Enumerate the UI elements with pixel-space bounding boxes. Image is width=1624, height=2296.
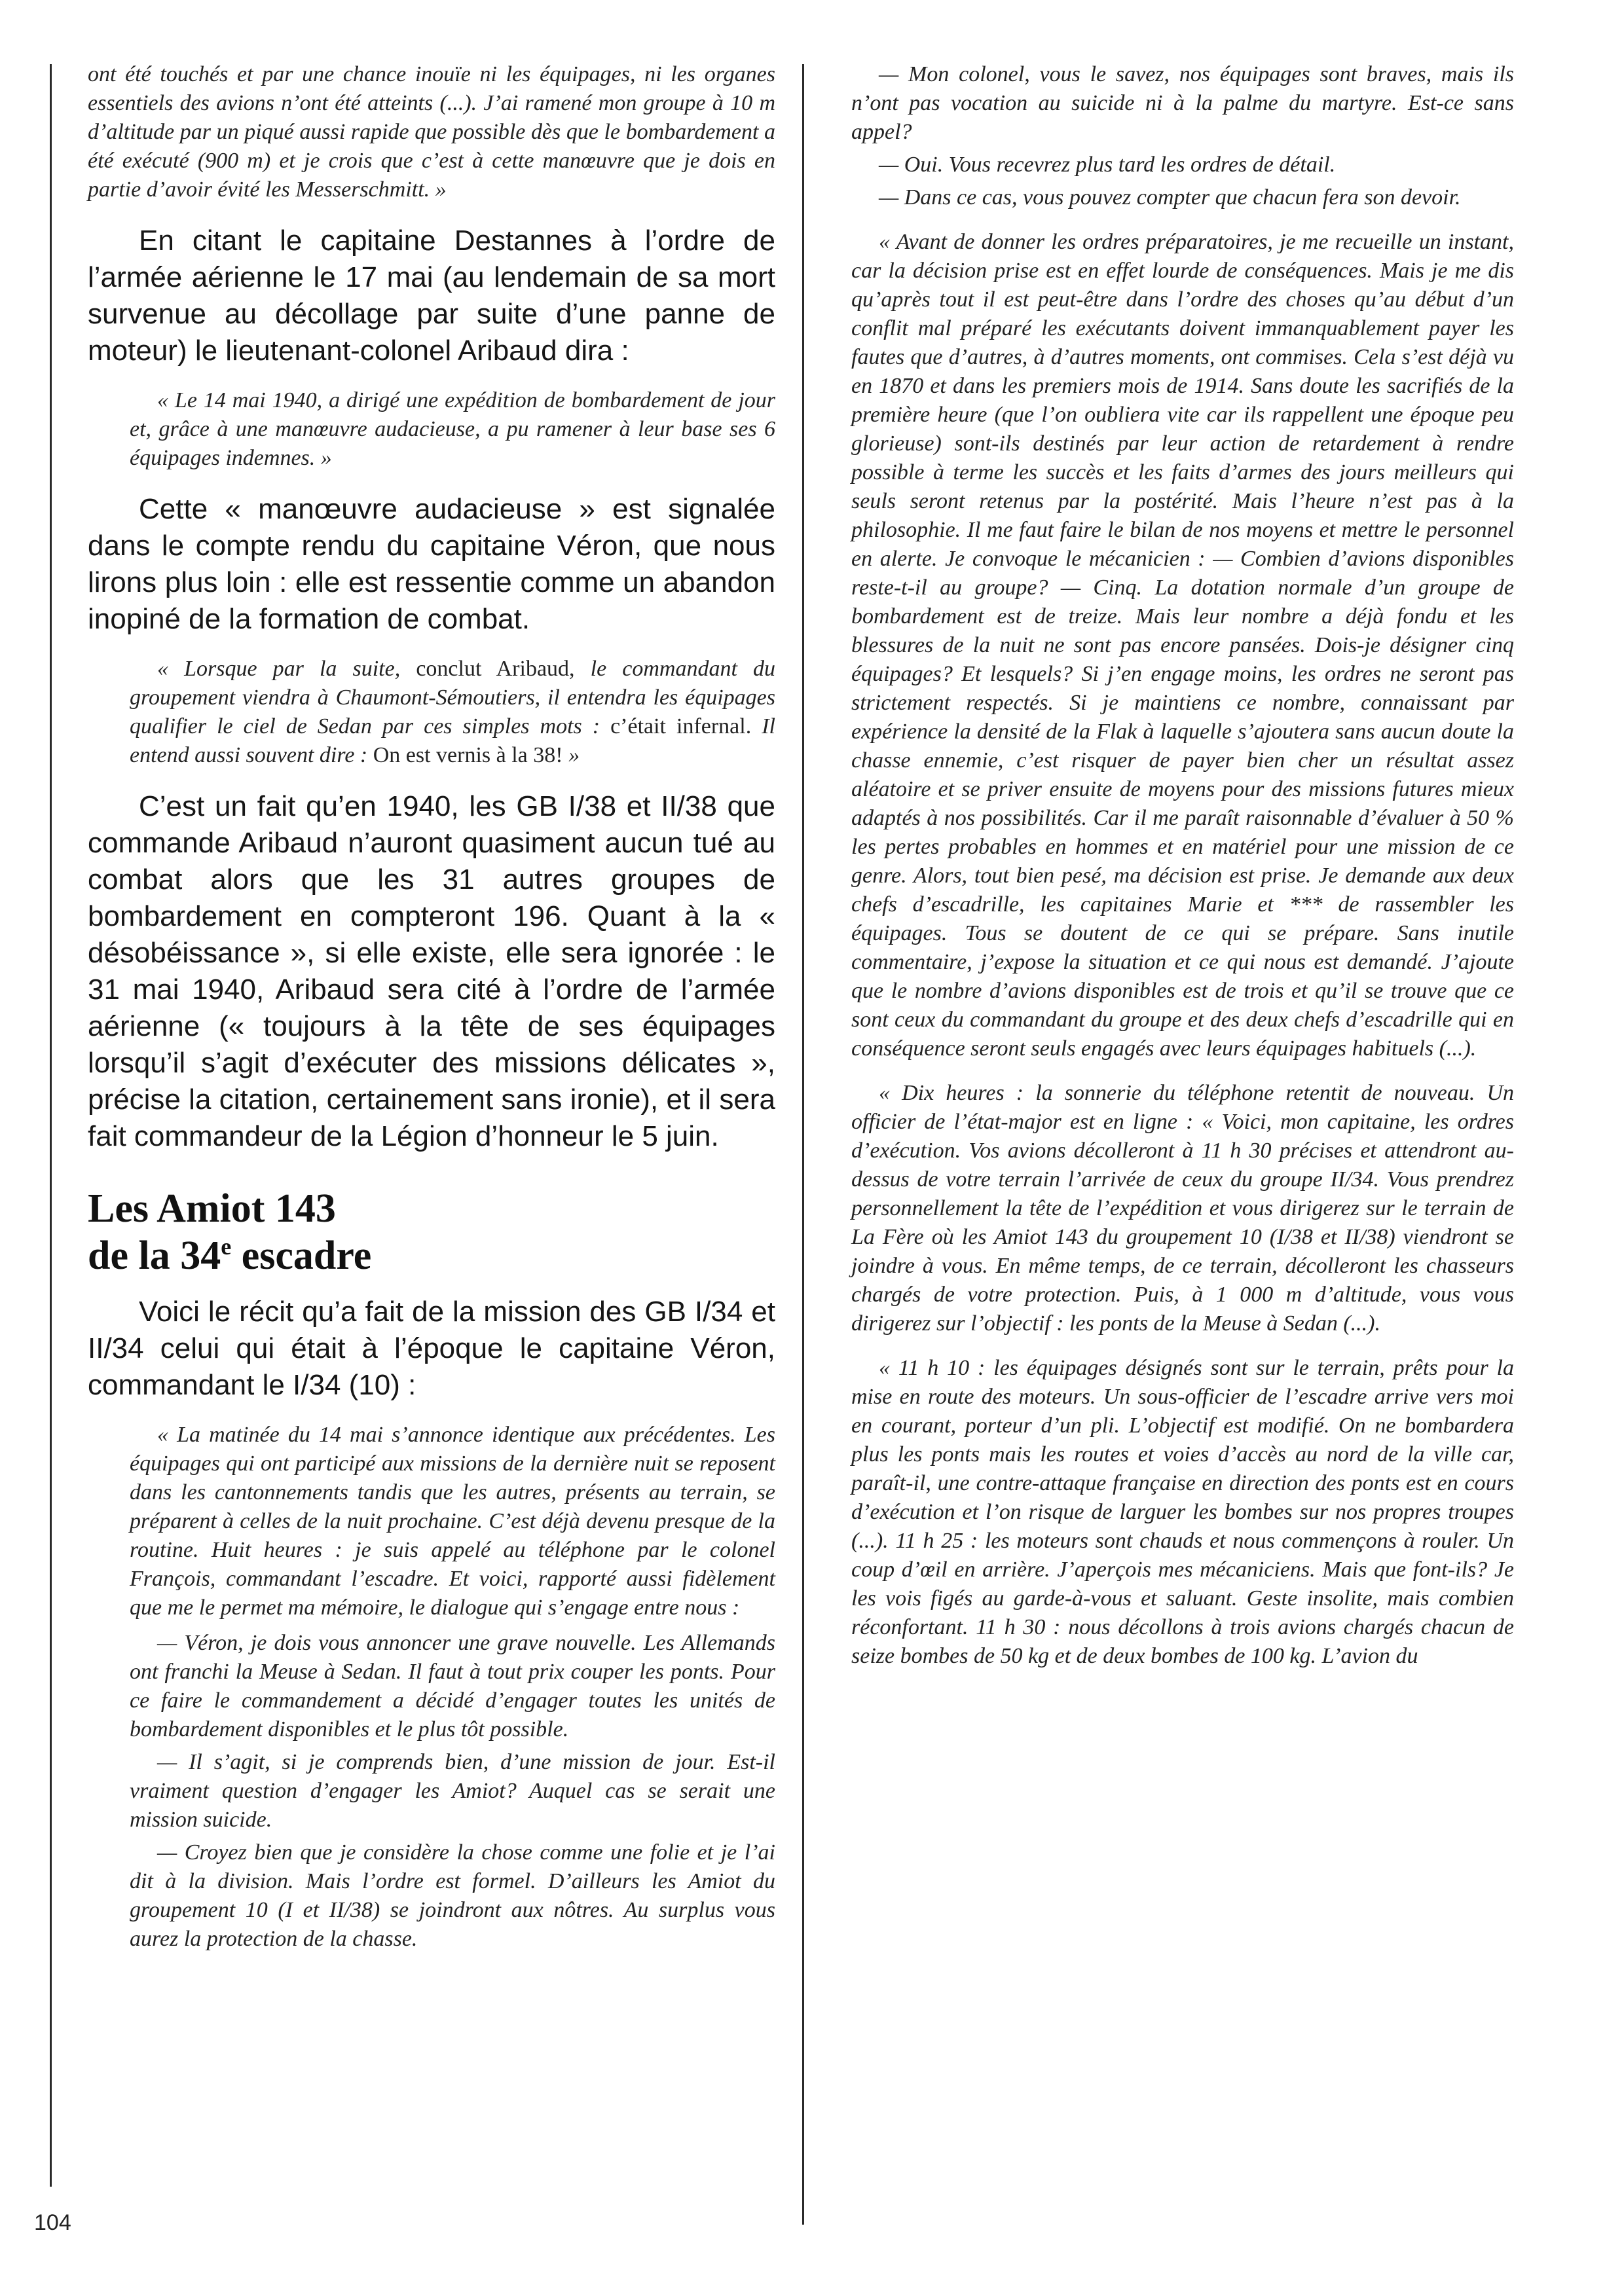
quote-takeoff: « 11 h 10 : les équipages désignés sont sur le terrain, prêts pour la mise en route des moteurs. Un sous-officier de l’escadre arrive vers moi en courant, porteur d’un pli. L’objectif est modifié. On ne bombardera plus les ponts mais les routes et voies d’accès au nord de la ville car, paraît-il, une contre-attaque française en direction des ponts est en cours d’exécution et l’on risque de larguer les bombes sur nos propres troupes (...). 11 h 25 : les moteurs sont chauds et nous commençons à rouler. Un coup d’œil en arrière. J’aperçois mes mécaniciens. Mais que font-ils? Je les vois figés au garde-à-vous et saluant. Geste insolite, mais combien réconfortant. 11 h 30 : nous décollons à trois avions chargés chacun de seize bombes de 50 kg et de deux bombes de 100 kg. L’avion du [851, 1356, 1514, 1668]
quote-aribaud: « Lorsque par la suite, conclut Aribaud, le commandant du groupement viendra à Chaumont-Sémoutiers, il entendra les équipages qualifier le ciel de Sedan par ces simples mots : c’était infernal. Il entend aussi souvent dire : On est vernis à la 38! » [130, 657, 775, 767]
quote-ten-hours: « Dix heures : la sonnerie du téléphone retentit de nouveau. Un officier de l’état-major est en ligne : « Voici, mon capitaine, les ordres d’exécution. Vos avions décolleront à 11 h 30 précises et attendront au-dessus de votre terrain l’arrivée de ceux du groupe II/34. Vous prendrez personnellement la tête de l’expédition et vous dirigerez sur le terrain de La Fère où les Amiot 143 du groupement 10 (I/38 et II/38) viendront se joindre à vous. En même temps, de ce terrain, décolleront les chasseurs chargés de votre protection. Puis, à 1 000 m d’altitude, vous vous dirigerez sur l’objectif : les ponts de la Meuse à Sedan (...). [851, 1081, 1514, 1336]
column-divider-rule [802, 64, 804, 2225]
dialogue-line: — Il s’agit, si je comprends bien, d’une mission de jour. Est-il vraiment question d’engager les Amiot? Auquel cas se serait une mission suicide. [130, 1750, 775, 1832]
quote-veron-morning: « La matinée du 14 mai s’annonce identique aux précédentes. Les équipages qui ont participé aux missions de la dernière nuit se reposent dans les cantonnements tandis que les autres, présents au terrain, se préparent à celles de la nuit prochaine. C’est déjà devenu presque de la routine. Huit heures : je suis appelé au téléphone par le colonel François, commandant l’escadre. Et voici, rapporté aussi fidèlement que me le permet ma mémoire, le dialogue qui s’engage entre nous : [130, 1423, 775, 1620]
dialogue-line: — Mon colonel, vous le savez, nos équipages sont braves, mais ils n’ont pas vocation au suicide ni à la palme du martyre. Est-ce sans appel? [851, 62, 1514, 144]
dialogue-line: — Croyez bien que je considère la chose comme une folie et je l’ai dit à la division. Mais l’ordre est formel. D’ailleurs les Amiot du groupement 10 (I et II/38) se joindront aux nôtres. Au surplus vous aurez la protection de la chasse. [130, 1840, 775, 1951]
quote-aribaud-block [130, 655, 775, 770]
page-number: 104 [34, 2210, 71, 2235]
right-column [851, 60, 1514, 1671]
paragraph-gb38: C’est un fait qu’en 1940, les GB I/38 et II/38 que commande Aribaud n’auront quasiment aucun tué au combat alors que les 31 autres groupes de bombardement en compteront 196. Quant à la « désobéissance », si elle existe, elle sera ignorée : le 31 mai 1940, Aribaud sera cité à l’ordre de l’armée aérienne (« toujours à la tête de ses équipages lorsqu’il s’agit d’exécuter des missions délicates », précise la citation, certainement sans ironie), et il sera fait commandeur de la Légion d’honneur le 5 juin. [88, 790, 775, 1152]
quote-veron-block [130, 1421, 775, 1954]
paragraph-destannes-citation: En citant le capitaine Destannes à l’ordre de l’armée aérienne le 17 mai (au lendemain de sa mort survenue au décollage par suite d’une panne de moteur) le lieutenant-colonel Aribaud dira : [88, 225, 775, 367]
dialogue-line: — Véron, je dois vous annoncer une grave nouvelle. Les Allemands ont franchi la Meuse à Sedan. Il faut à tout prix couper les ponts. Pour ce faire le commandement a décidé d’engager toutes les unités de bombardement disponibles et le plus tôt possible. [130, 1631, 775, 1741]
section-heading: Les Amiot 143 de la 34e escadre [88, 1186, 372, 1278]
paragraph-manoeuvre: Cette « manœuvre audacieuse » est signalée dans le compte rendu du capitaine Véron, que nous lirons plus loin : elle est ressentie comme un abandon inopiné de la formation de combat. [88, 493, 775, 635]
left-column [88, 60, 775, 1954]
left-margin-rule [50, 64, 52, 2187]
quote-citation-block [130, 386, 775, 473]
paragraph-veron-intro: Voici le récit qu’a fait de la mission des GB I/34 et II/34 celui qui était à l’époque le capitaine Véron, commandant le I/34 (10) : [88, 1296, 775, 1401]
dialogue-line: — Oui. Vous recevrez plus tard les ordres de détail. [879, 153, 1336, 177]
dialogue-line: — Dans ce cas, vous pouvez compter que chacun fera son devoir. [879, 185, 1461, 210]
quote-citation: « Le 14 mai 1940, a dirigé une expédition de bombardement de jour et, grâce à une manœuvre audacieuse, a pu ramener à leur base ses 6 équipages indemnes. » [130, 388, 775, 470]
quote-continuation: ont été touchés et par une chance inouïe ni les équipages, ni les organes essentiels des avions n’ont été atteints (...). J’ai ramené mon groupe à 10 m d’altitude par un piqué aussi rapide que possible dès que le bombardement a été exécuté (900 m) et je crois que c’est à cette manœuvre que je dois en partie d’avoir évité les Messerschmitt. » [88, 62, 775, 202]
quote-preparation: « Avant de donner les ordres préparatoires, je me recueille un instant, car la décision prise est en effet lourde de conséquences. Mais je me dis qu’après tout il est peut-être dans l’ordre des choses qu’au début d’un conflit mal préparé les exécutants doivent immanquablement payer les fautes que d’autres, à d’autres moments, ont commises. Cela s’est déjà vu en 1870 et dans les premiers mois de 1914. Sans doute les sacrifiés de la première heure (que l’on oubliera vite car ils rappellent une époque peu glorieuse) sont-ils destinés par leur action de retardement à rendre possible à terme les succès et les faits d’armes des jours meilleurs qui seuls seront retenus par la postérité. Mais l’heure n’est pas à la philosophie. Il me faut faire le bilan de nos moyens et mettre le personnel en alerte. Je convoque le mécanicien : — Combien d’avions disponibles reste-t-il au groupe? — Cinq. La dotation normale d’un groupe de bombardement est de treize. Mais leur nombre a déjà fondu et les blessures de la nuit ne sont pas encore pansées. Dois-je désigner cinq équipages? Et lesquels? Si j’en engage moins, les ordres ne seront pas strictement respectés. Si je maintiens ce nombre, connaissant par expérience la densité de la Flak à laquelle s’ajoutera sans aucun doute la chasse ennemie, c’est risquer de payer bien cher un résultat assez aléatoire et se priver ensuite de moyens pour des missions futures mieux adaptés à nos possibilités. Car il me paraît raisonnable d’évaluer à 50 % les pertes probables en hommes et en matériel pour une mission de ce genre. Alors, tout bien pesé, ma décision est prise. Je demande aux deux chefs d’escadrille, les capitaines Marie et *** de rassembler les équipages. Tous se doutent de ce qui se prépare. Sans inutile commentaire, j’expose la situation et ce qui nous est demandé. J’ajoute que le nombre d’avions disponibles est de trois et qu’il se trouve que ce sont ceux du commandant du groupe et des deux chefs d’escadrille qui en conséquence seront seuls engagés avec leurs équipages habituels (...). [851, 230, 1514, 1061]
